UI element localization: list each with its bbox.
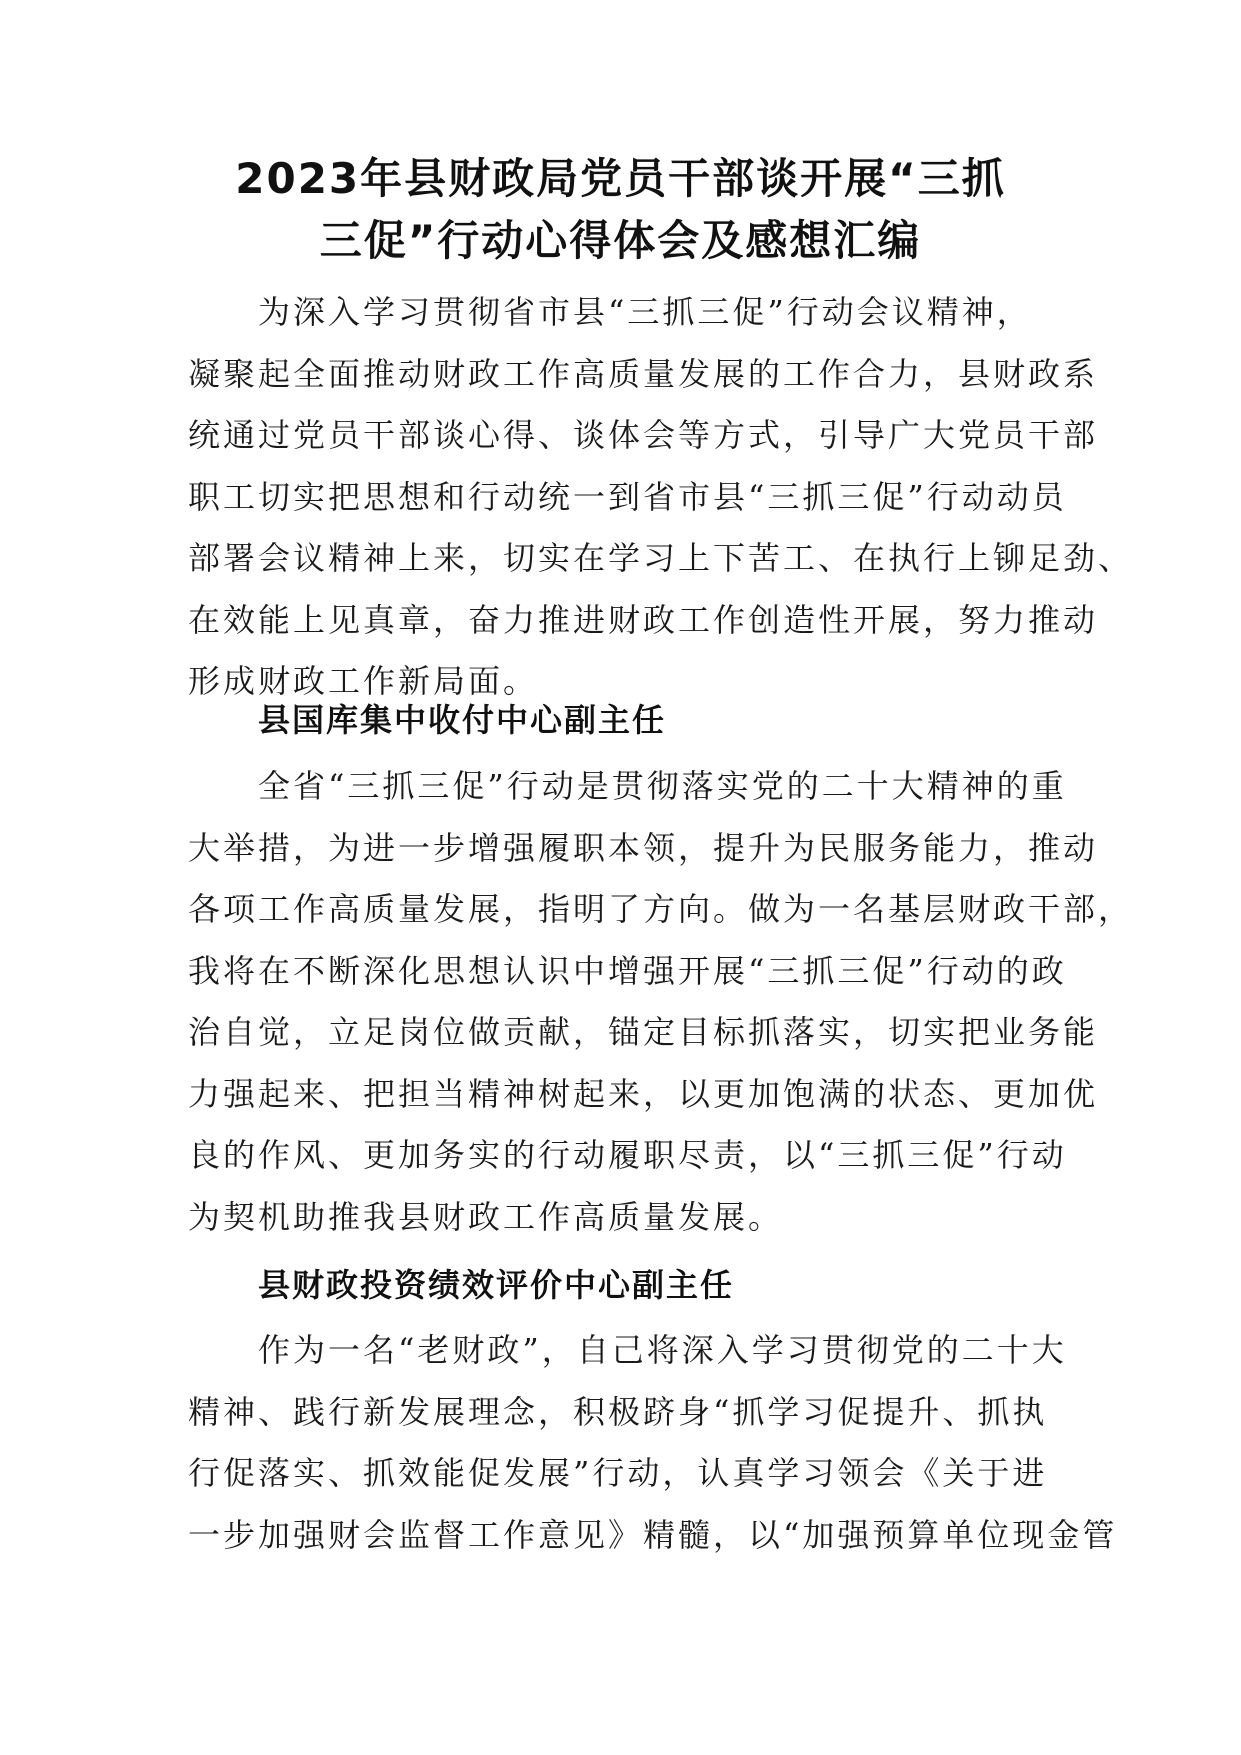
paragraph-line: 作为一名“老财政”，自己将深入学习贯彻党的二十大 xyxy=(258,1331,1067,1369)
title-line: 2023年县财政局党员干部谈开展“三抓 xyxy=(235,154,1006,203)
paragraph-line: 形成财政工作新局面。 xyxy=(188,662,539,700)
section-paragraph-investment xyxy=(188,1320,1118,1566)
paragraph-line: 部署会议精神上来，切实在学习上下苦工、在执行上铆足劲、 xyxy=(188,539,1134,577)
section-heading-investment: 县财政投资绩效评价中心副主任 xyxy=(258,1266,735,1304)
paragraph-line: 大举措，为进一步增强履职本领，提升为民服务能力，推动 xyxy=(188,828,1099,867)
paragraph-line: 行促落实、抓效能促发展”行动，认真学习领会《关于进 xyxy=(188,1454,1048,1492)
paragraph-line: 力强起来、把担当精神树起来，以更加饱满的状态、更加优 xyxy=(188,1074,1099,1113)
paragraph-line: 凝聚起全面推动财政工作高质量发展的工作合力，县财政系 xyxy=(188,354,1099,393)
intro-paragraph xyxy=(188,282,1134,713)
paragraph-line: 职工切实把思想和行动统一到省市县“三抓三促”行动动员 xyxy=(188,477,1067,516)
paragraph-line: 为深入学习贯彻省市县“三抓三促”行动会议精神， xyxy=(258,293,1032,331)
document-title xyxy=(150,148,1091,272)
paragraph-line: 治自觉，立足岗位做贡献，锚定目标抓落实，切实把业务能 xyxy=(188,1013,1099,1051)
paragraph-line: 一步加强财会监督工作意见》精髓，以“加强预算单位现金管 xyxy=(188,1515,1118,1554)
paragraph-line: 为契机助推我县财政工作高质量发展。 xyxy=(188,1197,784,1236)
paragraph-line: 在效能上见真章，奋力推进财政工作创造性开展，努力推动 xyxy=(188,600,1099,639)
paragraph-line: 我将在不断深化思想认识中增强开展“三抓三促”行动的政 xyxy=(188,951,1067,990)
section-heading-treasury: 县国库集中收付中心副主任 xyxy=(258,701,667,739)
section-paragraph-treasury xyxy=(188,756,1134,1248)
paragraph-line: 全省“三抓三促”行动是贯彻落实党的二十大精神的重 xyxy=(258,767,1067,805)
paragraph-line: 统通过党员干部谈心得、谈体会等方式，引导广大党员干部 xyxy=(188,416,1099,454)
paragraph-line: 精神、践行新发展理念，积极跻身“抓学习促提升、抓执 xyxy=(188,1392,1048,1431)
paragraph-line: 良的作风、更加务实的行动履职尽责，以“三抓三促”行动 xyxy=(188,1136,1067,1174)
title-line: 三促”行动心得体会及感想汇编 xyxy=(319,216,922,265)
paragraph-line: 各项工作高质量发展，指明了方向。做为一名基层财政干部， xyxy=(188,890,1134,928)
